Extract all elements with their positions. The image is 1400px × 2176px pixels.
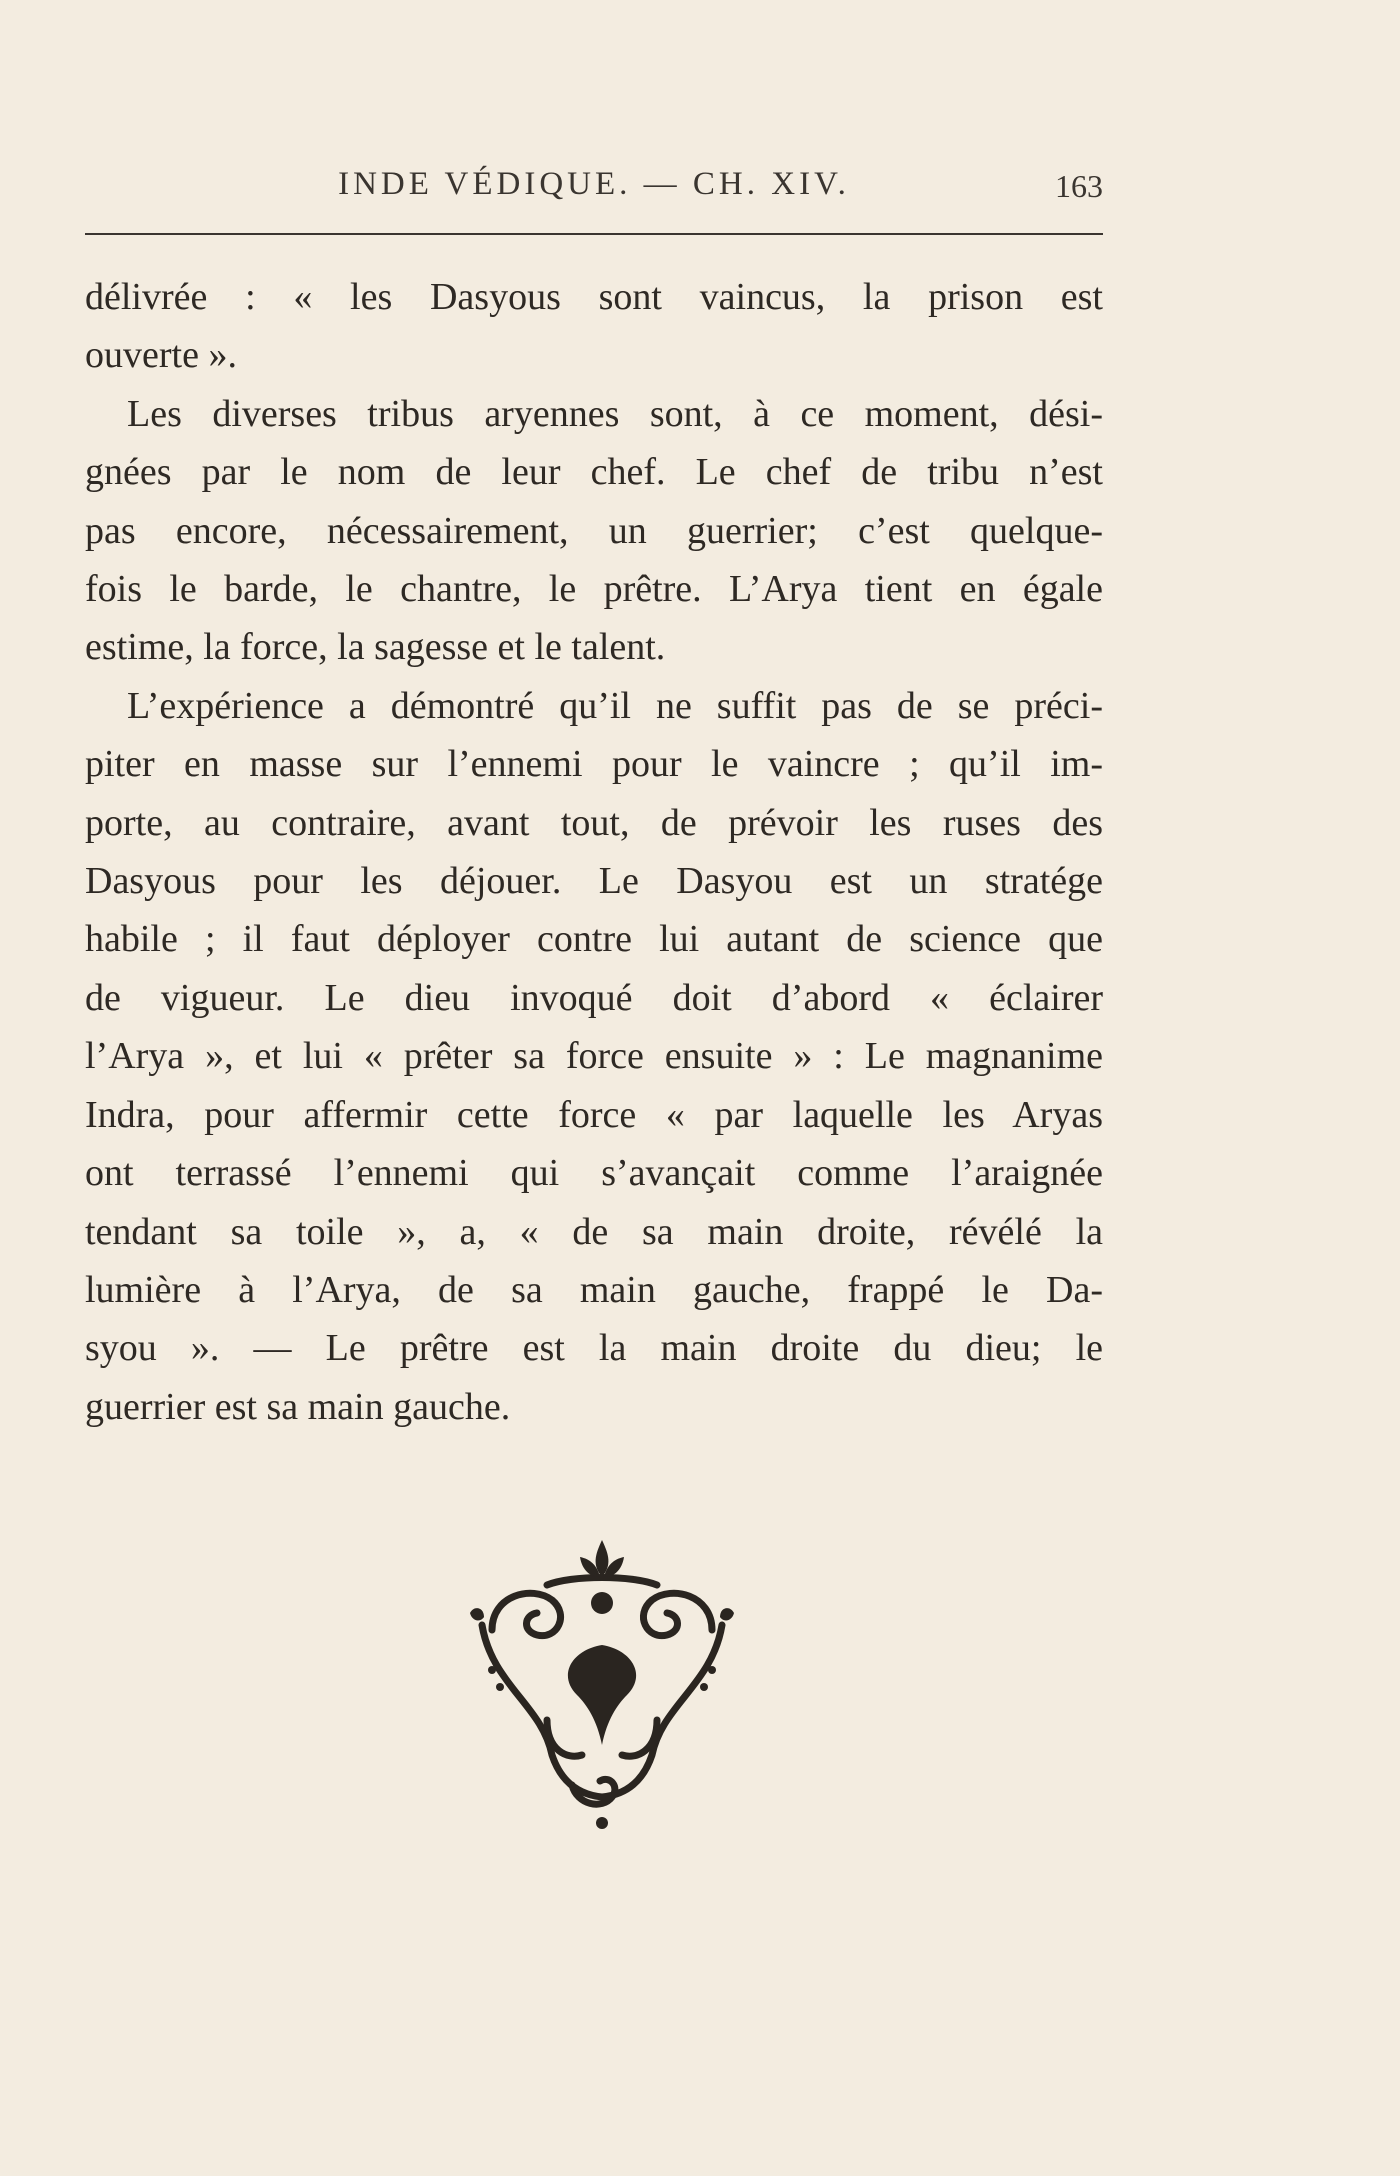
header-rule	[85, 233, 1103, 235]
body-text	[85, 268, 1103, 1436]
text-line: lumière à l’Arya, de sa main gauche, frappé le Da-	[85, 1268, 1103, 1311]
text-line: porte, au contraire, avant tout, de prévoir les ruses des	[85, 801, 1103, 844]
floral-tailpiece-icon	[452, 1535, 752, 1830]
text-line: ont terrassé l’ennemi qui s’avançait comme l’araignée	[85, 1152, 1103, 1195]
text-line: Les diverses tribus aryennes sont, à ce moment, dési-	[127, 392, 1103, 435]
text-line: ouverte ».	[85, 334, 237, 377]
text-line: délivrée : « les Dasyous sont vaincus, la prison est	[85, 276, 1103, 318]
running-title: INDE VÉDIQUE. — CH. XIV.	[338, 166, 850, 202]
text-line: fois le barde, le chantre, le prêtre. L’Arya tient en égale	[85, 568, 1103, 611]
paragraph-1	[85, 268, 1103, 385]
page-number: 163	[1055, 168, 1103, 204]
text-line: pas encore, nécessairement, un guerrier; c’est quelque-	[85, 509, 1103, 552]
text-line: piter en masse sur l’ennemi pour le vaincre ; qu’il im-	[85, 743, 1103, 786]
paragraph-2	[85, 385, 1103, 677]
paragraph-3	[85, 677, 1103, 1436]
text-line: tendant sa toile », a, « de sa main droite, révélé la	[85, 1210, 1103, 1253]
text-line: Dasyous pour les déjouer. Le Dasyou est un stratége	[85, 860, 1103, 903]
text-line: estime, la force, la sagesse et le talent.	[85, 626, 666, 669]
text-line: l’Arya », et lui « prêter sa force ensuite » : Le magnanime	[85, 1035, 1103, 1078]
text-line: habile ; il faut déployer contre lui autant de science que	[85, 918, 1103, 961]
text-line: gnées par le nom de leur chef. Le chef de tribu n’est	[85, 451, 1103, 494]
text-line: L’expérience a démontré qu’il ne suffit pas de se préci-	[127, 684, 1103, 727]
text-line: de vigueur. Le dieu invoqué doit d’abord « éclairer	[85, 976, 1103, 1019]
text-line: syou ». — Le prêtre est la main droite du dieu; le	[85, 1327, 1103, 1370]
page-header	[85, 166, 1103, 216]
text-line: Indra, pour affermir cette force « par laquelle les Aryas	[85, 1093, 1103, 1136]
text-line: guerrier est sa main gauche.	[85, 1385, 511, 1428]
